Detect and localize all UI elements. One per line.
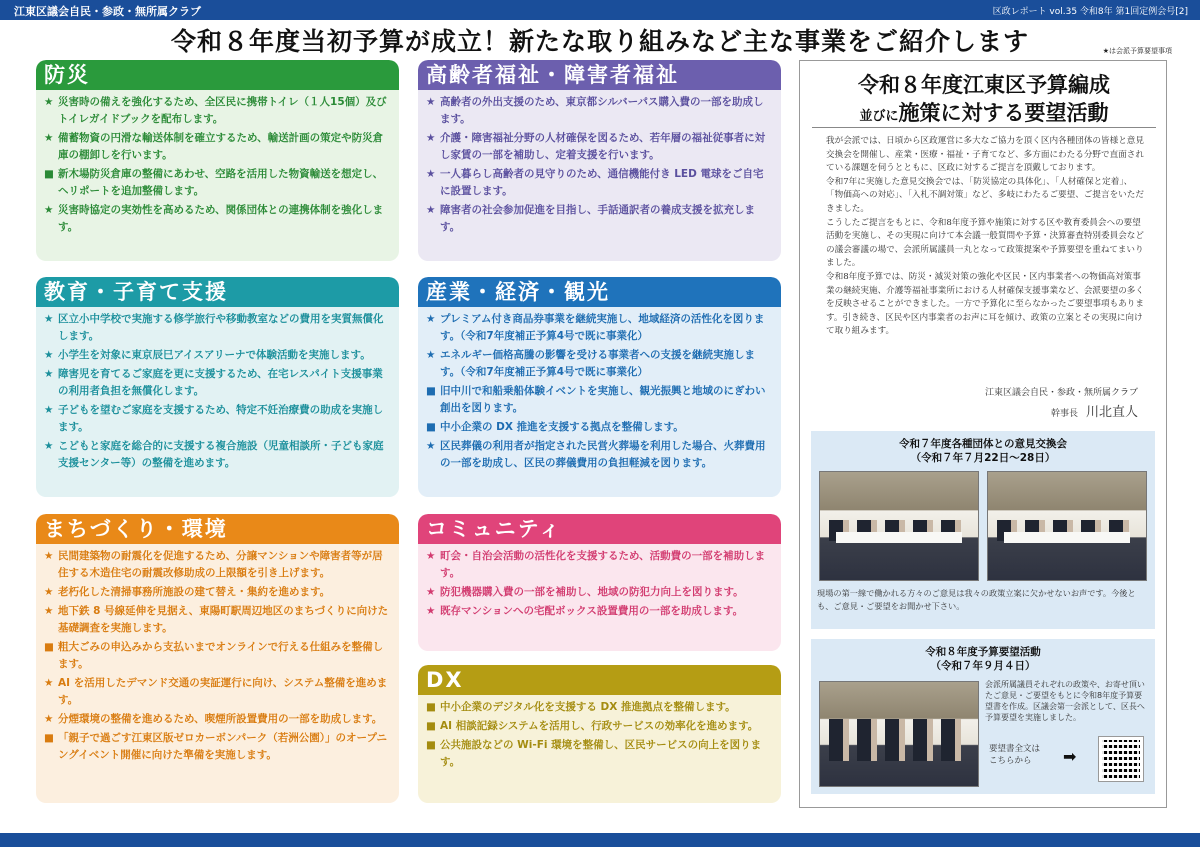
item-list [36, 90, 399, 236]
paragraph: 我が会派では、日頃から区政運営に多大なご協力を頂く区内各種団体の皆様と意見交換会を開催し、産業・医療・福祉・子育てなど、多方面にわたる分野で直面されている課題を伺うとともに、区政に対するご提言を頂戴しております。 [826, 136, 1144, 174]
subtitle-small: 並びに [859, 109, 899, 124]
list-item [426, 383, 773, 417]
square-icon: ■ [426, 739, 436, 751]
panel-text: 会派所属議員それぞれの政策や、お寄せ頂いたご意見・ご要望をもとに令和8年度予算要望書を作成。区議会第一会派として、区長へ予算要望を実施しました。 [985, 680, 1145, 722]
star-icon: ★ [426, 550, 436, 562]
square-icon: ■ [44, 641, 54, 653]
item-text: 老朽化した清掃事務所施設の建て替え・集約を進めます。 [58, 586, 331, 598]
item-text: 小学生を対象に東京辰巳アイスアリーナで体験活動を実施します。 [58, 349, 371, 361]
panel-date: （令和７年９月４日） [930, 660, 1036, 672]
signature-role: 幹事長 [1050, 409, 1078, 419]
list-item [44, 603, 391, 637]
list-item [44, 347, 391, 364]
list-item [426, 737, 773, 771]
star-icon: ★ [44, 605, 54, 617]
list-item [44, 166, 391, 200]
star-icon: ★ [44, 677, 54, 689]
item-text: エネルギー価格高騰の影響を受ける事業者への支援を継続実施します。（令和7年度補正予算4号で既に事業化） [440, 349, 755, 378]
item-list [418, 307, 781, 472]
list-item [426, 603, 773, 620]
item-text: 粗大ごみの申込みから支払いまでオンラインで行える仕組みを整備します。 [58, 641, 384, 670]
section-dx [418, 665, 781, 803]
item-list [418, 544, 781, 620]
star-icon: ★ [44, 132, 54, 144]
item-text: 障害者の社会参加促進を目指し、手話通訳者の養成支援を拡充します。 [440, 204, 755, 233]
square-icon: ■ [426, 421, 436, 433]
star-icon: ★ [426, 204, 436, 216]
item-text: 地下鉄 8 号線延伸を見据え、東陽町駅周辺地区のまちづくりに向けた基礎調査を実施します。 [58, 605, 389, 634]
top-banner [0, 0, 1200, 20]
star-icon: ★ [426, 440, 436, 452]
item-text: 既存マンションへの宅配ボックス設置費用の一部を助成します。 [440, 605, 744, 617]
item-list [36, 544, 399, 764]
issue-label: 区政レポート vol.35 令和8年 第1回定例会号[2] [992, 7, 1188, 17]
meeting-photo-2 [987, 471, 1147, 581]
square-icon: ■ [426, 701, 436, 713]
section-machi [36, 514, 399, 803]
star-icon: ★ [426, 605, 436, 617]
item-text: 災害時の備えを強化するため、全区民に携帯トイレ（１人15個）及びトイレガイドブックを配布します。 [58, 96, 387, 125]
item-text: 災害時協定の実効性を高めるため、関係団体との連携体制を強化します。 [58, 204, 384, 233]
signature-org: 江東区議会自民・参政・無所属クラブ [984, 388, 1138, 398]
star-icon: ★ [44, 204, 54, 216]
item-text: 中小企業のデジタル化を支援する DX 推進拠点を整備します。 [440, 701, 736, 713]
list-item [44, 311, 391, 345]
item-text: 一人暮らし高齢者の見守りのため、通信機能付き LED 電球をご自宅に設置します。 [440, 168, 764, 197]
item-text: 防犯機器購入費の一部を補助し、地域の防犯力向上を図ります。 [440, 586, 744, 598]
divider [812, 127, 1156, 128]
list-item [426, 699, 773, 716]
section-title: DX [418, 665, 781, 695]
star-icon: ★ [44, 550, 54, 562]
star-icon: ★ [426, 168, 436, 180]
meeting-photo-1 [819, 471, 979, 581]
list-item [426, 166, 773, 200]
list-item [44, 639, 391, 673]
item-text: 備蓄物資の円滑な輸送体制を確立するため、輸送計画の策定や防災倉庫の棚卸しを行います。 [58, 132, 384, 161]
section-title: 産業・経済・観光 [418, 277, 781, 307]
star-icon: ★ [44, 440, 54, 452]
paragraph: こうしたご提言をもとに、令和8年度予算や施策に対する区や教育委員会への要望活動を実施し、その実現に向けて本会議一般質問や予算・決算審査特別委員会などの議会審議の場で、会派所属議員一丸となって政策提案や予算要望を重ねてまいりました。 [826, 217, 1144, 269]
section-title: まちづくり・環境 [36, 514, 399, 544]
org-name: 江東区議会自民・参政・無所属クラブ [14, 5, 201, 18]
arrow-right-icon: ➡ [1063, 747, 1077, 766]
section-kyouiku [36, 277, 399, 497]
meeting-panel [811, 431, 1155, 629]
list-item [426, 94, 773, 128]
item-text: 区立小中学校で実施する修学旅行や移動教室などの費用を実質無償化します。 [58, 313, 384, 342]
section-title: コミュニティ [418, 514, 781, 544]
paragraph: 令和7年に実施した意見交換会では、「防災協定の具体化」、「人材確保と定着」、「物価高への対応」、「入札不調対策」など、多岐にわたるご要望、ご提言をいただきました。 [826, 176, 1144, 214]
star-icon: ★ [44, 349, 54, 361]
star-icon: ★ [426, 313, 436, 325]
list-item [44, 711, 391, 728]
list-item [426, 438, 773, 472]
legend-note: ★は会派予算要望事項 [1102, 47, 1172, 55]
item-text: プレミアム付き商品券事業を継続実施し、地域経済の活性化を図ります。（令和7年度補正予算4号で既に事業化） [440, 313, 765, 342]
column-subtitle [800, 97, 1168, 127]
section-title: 教育・子育て支援 [36, 277, 399, 307]
item-text: 旧中川で和船乗船体験イベントを実施し、観光振興と地域のにぎわい創出を図ります。 [440, 385, 766, 414]
list-item [426, 130, 773, 164]
request-photo [819, 681, 979, 787]
item-list [36, 307, 399, 472]
item-text: 民間建築物の耐震化を促進するため、分譲マンションや障害者等が居住する木造住宅の耐震改修助成の上限額を引き上げます。 [58, 550, 383, 579]
list-item [44, 202, 391, 236]
star-icon: ★ [426, 586, 436, 598]
item-text: 高齢者の外出支援のため、東京都シルバーパス購入費の一部を助成します。 [440, 96, 764, 125]
list-item [44, 402, 391, 436]
qr-label-line: こちらから [989, 756, 1032, 766]
item-text: 分煙環境の整備を進めるため、喫煙所設置費用の一部を助成します。 [58, 713, 383, 725]
panel-date: （令和７年７月22日～28日） [910, 452, 1056, 464]
signature-name: 川北直人 [1085, 405, 1138, 420]
budget-request-column [799, 60, 1167, 808]
qr-label-line: 要望書全文は [989, 744, 1041, 754]
panel-title [811, 639, 1155, 673]
item-text: 新木場防災倉庫の整備にあわせ、空路を活用した物資輸送を想定し、ヘリポートを追加整備します。 [58, 168, 384, 197]
item-list [418, 695, 781, 771]
list-item [44, 130, 391, 164]
star-icon: ★ [44, 713, 54, 725]
item-list [418, 90, 781, 236]
item-text: こどもと家庭を総合的に支援する複合施設（児童相談所・子ども家庭支援センター等）の整備を進めます。 [58, 440, 384, 469]
page-title: 令和８年度当初予算が成立！新たな取り組みなど主な事業をご紹介します [170, 27, 1029, 56]
item-text: 公共施設などの Wi-Fi 環境を整備し、区民サービスの向上を図ります。 [440, 739, 762, 768]
panel-title [811, 431, 1155, 465]
star-icon: ★ [44, 313, 54, 325]
list-item [426, 584, 773, 601]
item-text: 区民葬儀の利用者が指定された民営火葬場を利用した場合、火葬費用の一部を助成し、区民の葬儀費用の負担軽減を図ります。 [440, 440, 766, 469]
message-body [826, 135, 1144, 339]
section-sangyou [418, 277, 781, 497]
list-item [44, 730, 391, 764]
square-icon: ■ [44, 732, 54, 744]
list-item [426, 311, 773, 345]
item-text: AI 相談記録システムを活用し、行政サービスの効率化を進めます。 [440, 720, 759, 732]
panel-caption: 現場の第一線で働かれる方々のご意見は我々の政策立案に欠かせないお声です。今後とも、ご意見・ご要望をお聞かせ下さい。 [817, 588, 1136, 611]
item-text: 障害児を育てるご家庭を更に支援するため、在宅レスパイト支援事業の利用者負担を無償化します。 [58, 368, 383, 397]
star-icon: ★ [44, 368, 54, 380]
star-icon: ★ [44, 96, 54, 108]
square-icon: ■ [426, 720, 436, 732]
list-item [44, 548, 391, 582]
star-icon: ★ [44, 586, 54, 598]
star-icon: ★ [426, 96, 436, 108]
paragraph: 令和8年度予算では、防災・減災対策の強化や区民・区内事業者への物価高対策事業の継続実施、介護等福祉事業所における人材確保支援事業など、会派要望の多くを反映させることができました。一方で予算化に至らなかったご要望事項もあります。引き続き、区民や区内事業者のお声に耳を傾け、政策の立案とその実現に向けて取り組みます。 [826, 271, 1144, 337]
list-item [44, 675, 391, 709]
list-item [44, 438, 391, 472]
item-text: 「親子で過ごす江東区版ゼロカーボンパーク（若洲公園）」のオープニングイベント開催に向けた準備を実施します。 [58, 732, 387, 761]
column-title: 令和８年度江東区予算編成 [858, 73, 1110, 97]
item-text: 町会・自治会活動の活性化を支援するため、活動費の一部を補助します。 [440, 550, 766, 579]
list-item [426, 718, 773, 735]
qr-label [989, 743, 1069, 767]
qr-code-icon[interactable] [1099, 737, 1143, 781]
star-icon: ★ [44, 404, 54, 416]
section-title: 高齢者福祉・障害者福祉 [418, 60, 781, 90]
signature [1051, 401, 1138, 420]
star-icon: ★ [426, 132, 436, 144]
budget-request-panel [811, 639, 1155, 794]
list-item [426, 548, 773, 582]
subtitle-big: 施策に対する要望活動 [898, 101, 1109, 125]
list-item [44, 584, 391, 601]
panel-title-line: 令和７年度各種団体との意見交換会 [899, 438, 1067, 450]
section-title: 防災 [36, 60, 399, 90]
square-icon: ■ [426, 385, 436, 397]
panel-title-line: 令和８年度予算要望活動 [925, 646, 1041, 658]
bottom-banner [0, 833, 1200, 847]
section-community [418, 514, 781, 651]
section-kourei [418, 60, 781, 261]
item-text: AI を活用したデマンド交通の実証運行に向け、システム整備を進めます。 [58, 677, 388, 706]
item-text: 中小企業の DX 推進を支援する拠点を整備します。 [440, 421, 684, 433]
item-text: 子どもを望むご家庭を支援するため、特定不妊治療費の助成を実施します。 [58, 404, 384, 433]
item-text: 介護・障害福祉分野の人材確保を図るため、若年層の福祉従事者に対し家賃の一部を補助し、定着支援を行います。 [440, 132, 766, 161]
list-item [44, 366, 391, 400]
list-item [44, 94, 391, 128]
section-bousai [36, 60, 399, 261]
star-icon: ★ [426, 349, 436, 361]
list-item [426, 202, 773, 236]
list-item [426, 347, 773, 381]
square-icon: ■ [44, 168, 54, 180]
list-item [426, 419, 773, 436]
